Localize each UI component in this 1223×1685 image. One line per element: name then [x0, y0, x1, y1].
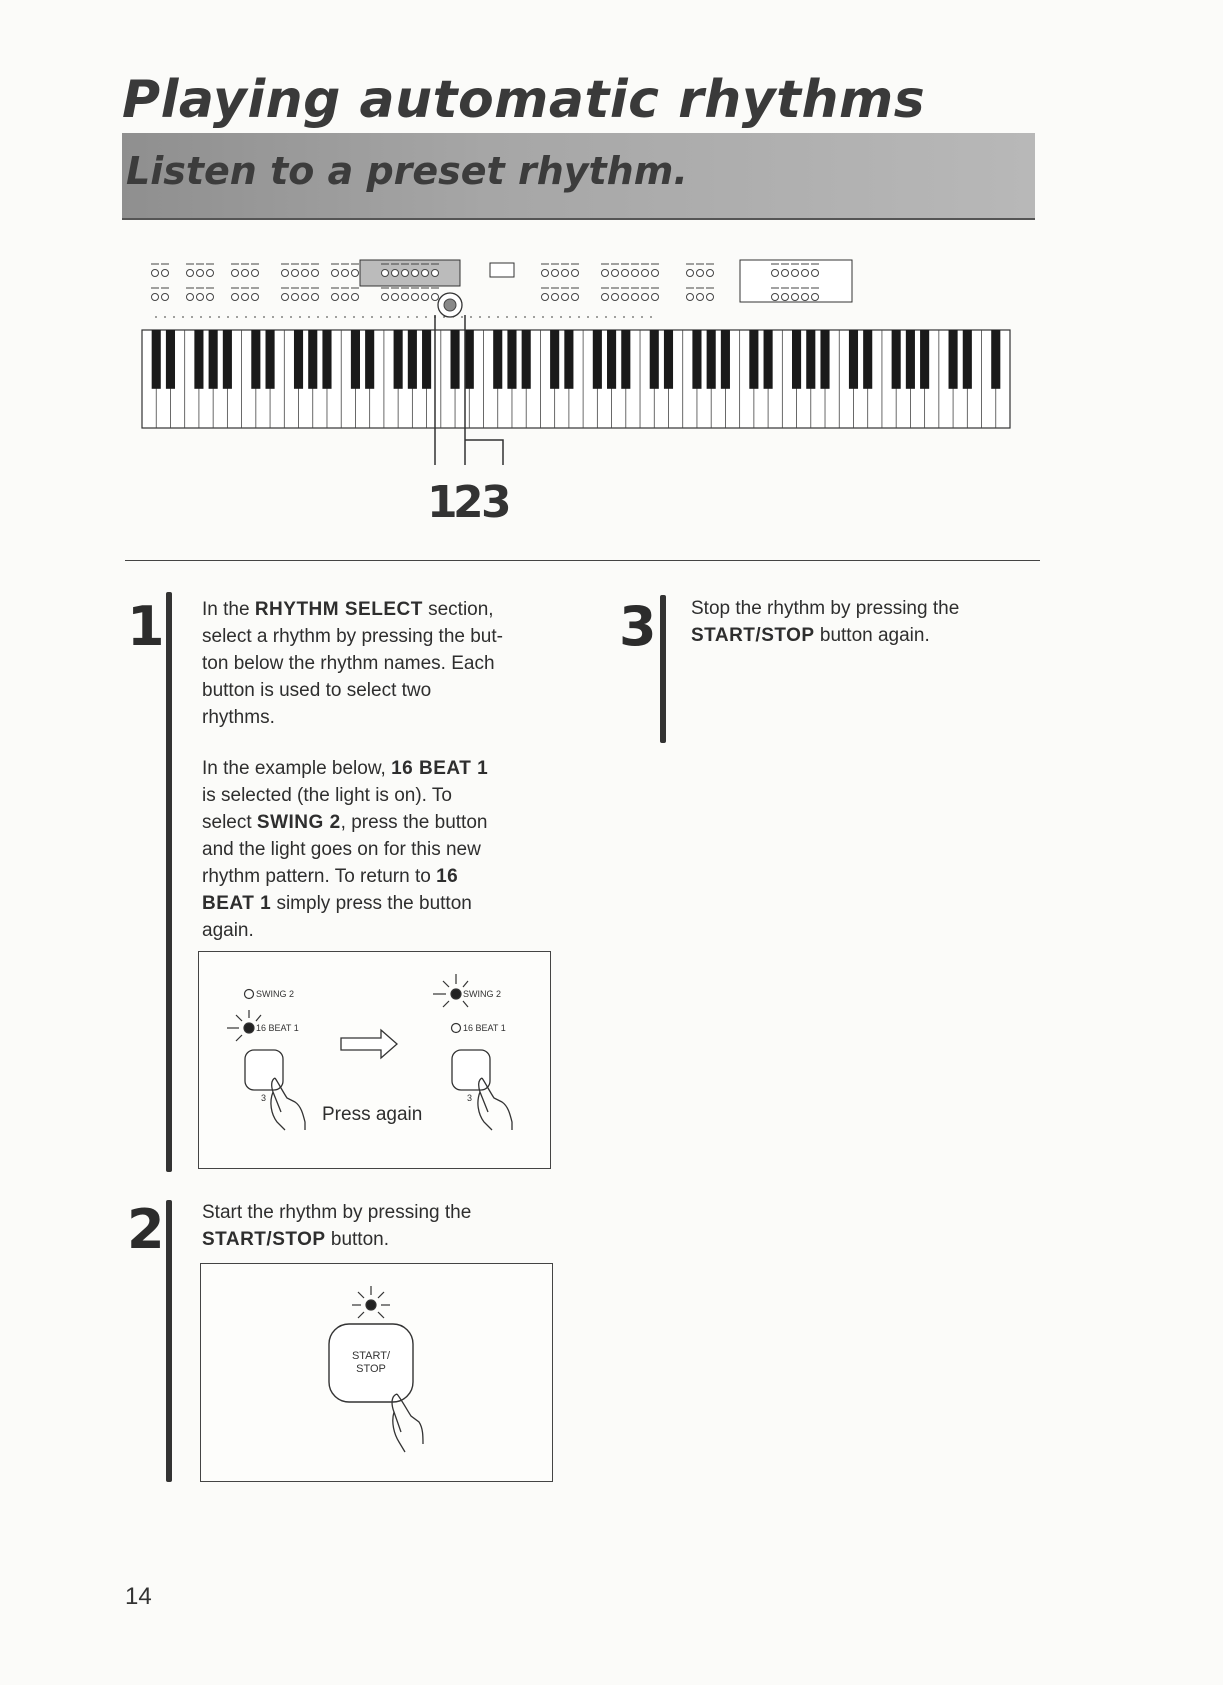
black-key — [266, 330, 275, 389]
step-1-text — [202, 596, 562, 944]
black-key — [550, 330, 559, 389]
rhythm-button-right — [452, 1050, 490, 1090]
black-key — [664, 330, 673, 389]
black-key — [963, 330, 972, 389]
swing2-light-off-icon — [245, 990, 254, 999]
black-key — [450, 330, 459, 389]
black-key — [863, 330, 872, 389]
black-key — [991, 330, 1000, 389]
rhythm-button-left — [245, 1050, 283, 1090]
black-key — [764, 330, 773, 389]
step-1-number: 1 — [127, 595, 165, 658]
callout-3: 3 — [481, 477, 512, 528]
step-1-bar — [166, 592, 172, 1172]
black-key — [920, 330, 929, 389]
black-key — [152, 330, 161, 389]
step-1-paragraph-1: In the RHYTHM SELECT section, select a rhythm by pressing the but- ton below the rhythm names. Each button is used to select two rhythms. — [202, 599, 503, 728]
black-key — [166, 330, 175, 389]
step-3-text — [691, 595, 1021, 649]
start-stop-label-line2: STOP — [356, 1363, 386, 1375]
black-key — [294, 330, 303, 389]
black-key — [251, 330, 260, 389]
black-key — [820, 330, 829, 389]
black-key — [351, 330, 360, 389]
black-key — [465, 330, 474, 389]
callout-1: 1 — [427, 477, 458, 528]
step-1-figure — [198, 951, 551, 1169]
black-key — [593, 330, 602, 389]
black-key — [707, 330, 716, 389]
step-2-bar — [166, 1200, 172, 1482]
step-3-number: 3 — [619, 595, 657, 658]
black-key — [949, 330, 958, 389]
keyboard-illustration — [135, 255, 1015, 535]
black-key — [849, 330, 858, 389]
black-key — [650, 330, 659, 389]
left-16beat1-label: 16 BEAT 1 — [256, 1023, 299, 1033]
left-button-number: 3 — [261, 1093, 267, 1103]
black-key — [892, 330, 901, 389]
black-key — [806, 330, 815, 389]
black-key — [721, 330, 730, 389]
beat-light-off-icon — [452, 1024, 461, 1033]
black-key — [209, 330, 218, 389]
step-1-paragraph-2: In the example below, 16 BEAT 1 is selected (the light is on). To select SWING 2, press the button and the light goes on for this new rhythm pattern. To return to 16 BEAT 1 simply press the button again. — [202, 758, 489, 941]
arrow-right-icon — [341, 1030, 397, 1058]
start-stop-label-line1: START/ — [351, 1350, 391, 1362]
page-number: 14 — [125, 1583, 152, 1610]
press-again-caption: Press again — [322, 1104, 423, 1125]
black-key — [607, 330, 616, 389]
black-key — [394, 330, 403, 389]
black-key — [522, 330, 531, 389]
right-16beat1-label: 16 BEAT 1 — [463, 1023, 506, 1033]
step-2-number: 2 — [127, 1198, 165, 1261]
callout-2: 2 — [453, 477, 484, 528]
black-key — [194, 330, 203, 389]
black-key — [308, 330, 317, 389]
left-swing2-label: SWING 2 — [256, 989, 295, 999]
black-key — [422, 330, 431, 389]
keyboard-keys — [142, 330, 1010, 428]
section-banner — [122, 133, 1035, 220]
black-key — [564, 330, 573, 389]
start-light-on-icon — [352, 1286, 390, 1318]
black-key — [792, 330, 801, 389]
black-key — [749, 330, 758, 389]
right-swing2-label: SWING 2 — [463, 989, 502, 999]
control-panel — [151, 260, 852, 317]
pressing-hand-icon — [392, 1394, 423, 1452]
step-3-paragraph: Stop the rhythm by pressing the START/STOP button again. — [691, 598, 960, 646]
step-2-figure — [200, 1263, 553, 1482]
black-key — [365, 330, 374, 389]
right-button-number: 3 — [467, 1093, 473, 1103]
step-3-bar — [660, 595, 666, 743]
black-key — [408, 330, 417, 389]
black-key — [906, 330, 915, 389]
section-banner-label: Listen to a preset rhythm. — [126, 149, 688, 193]
black-key — [322, 330, 331, 389]
black-key — [507, 330, 516, 389]
black-key — [223, 330, 232, 389]
black-key — [621, 330, 630, 389]
step-2-paragraph: Start the rhythm by pressing the START/STOP button. — [202, 1202, 472, 1250]
page-title: Playing automatic rhythms — [122, 70, 926, 130]
step-2-text — [202, 1199, 562, 1253]
black-key — [493, 330, 502, 389]
section-divider — [125, 560, 1040, 561]
black-key — [692, 330, 701, 389]
